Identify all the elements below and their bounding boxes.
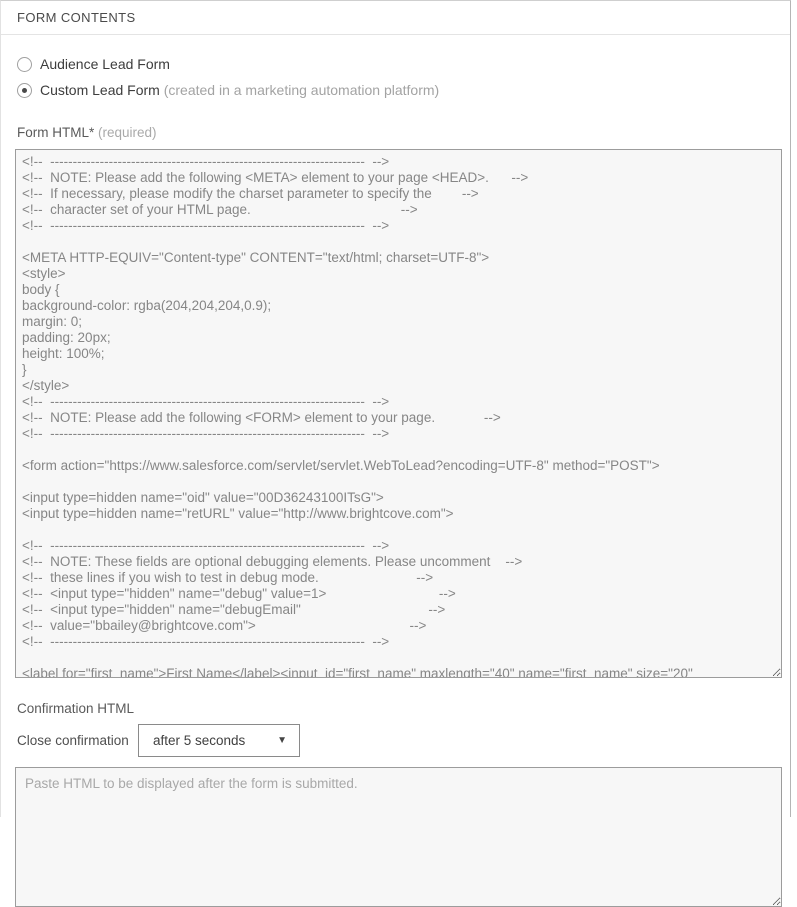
radio-selected-icon[interactable]: [17, 83, 32, 98]
form-html-textarea[interactable]: [15, 149, 782, 678]
close-confirmation-label: Close confirmation: [17, 733, 129, 748]
radio-option-custom-lead-form[interactable]: [17, 82, 439, 98]
radio-option-label: Audience Lead Form: [40, 56, 170, 72]
header-divider: [1, 34, 790, 35]
radio-option-note-text: (created in a marketing automation platform): [163, 82, 440, 98]
required-note-text: (required): [98, 125, 157, 140]
form-html-label: [17, 125, 157, 140]
confirmation-html-label: Confirmation HTML: [17, 701, 135, 716]
form-html-label-text: Form HTML*: [17, 125, 95, 140]
chevron-down-icon: ▼: [277, 735, 287, 746]
close-confirmation-selected-value: after 5 seconds: [153, 733, 246, 748]
confirmation-html-textarea[interactable]: [15, 767, 782, 907]
radio-option-label: Custom Lead Form: [40, 82, 160, 98]
section-title: FORM CONTENTS: [17, 10, 136, 25]
radio-option-audience-lead-form[interactable]: [17, 56, 170, 72]
radio-unselected-icon[interactable]: [17, 57, 32, 72]
close-confirmation-select[interactable]: [138, 724, 300, 757]
